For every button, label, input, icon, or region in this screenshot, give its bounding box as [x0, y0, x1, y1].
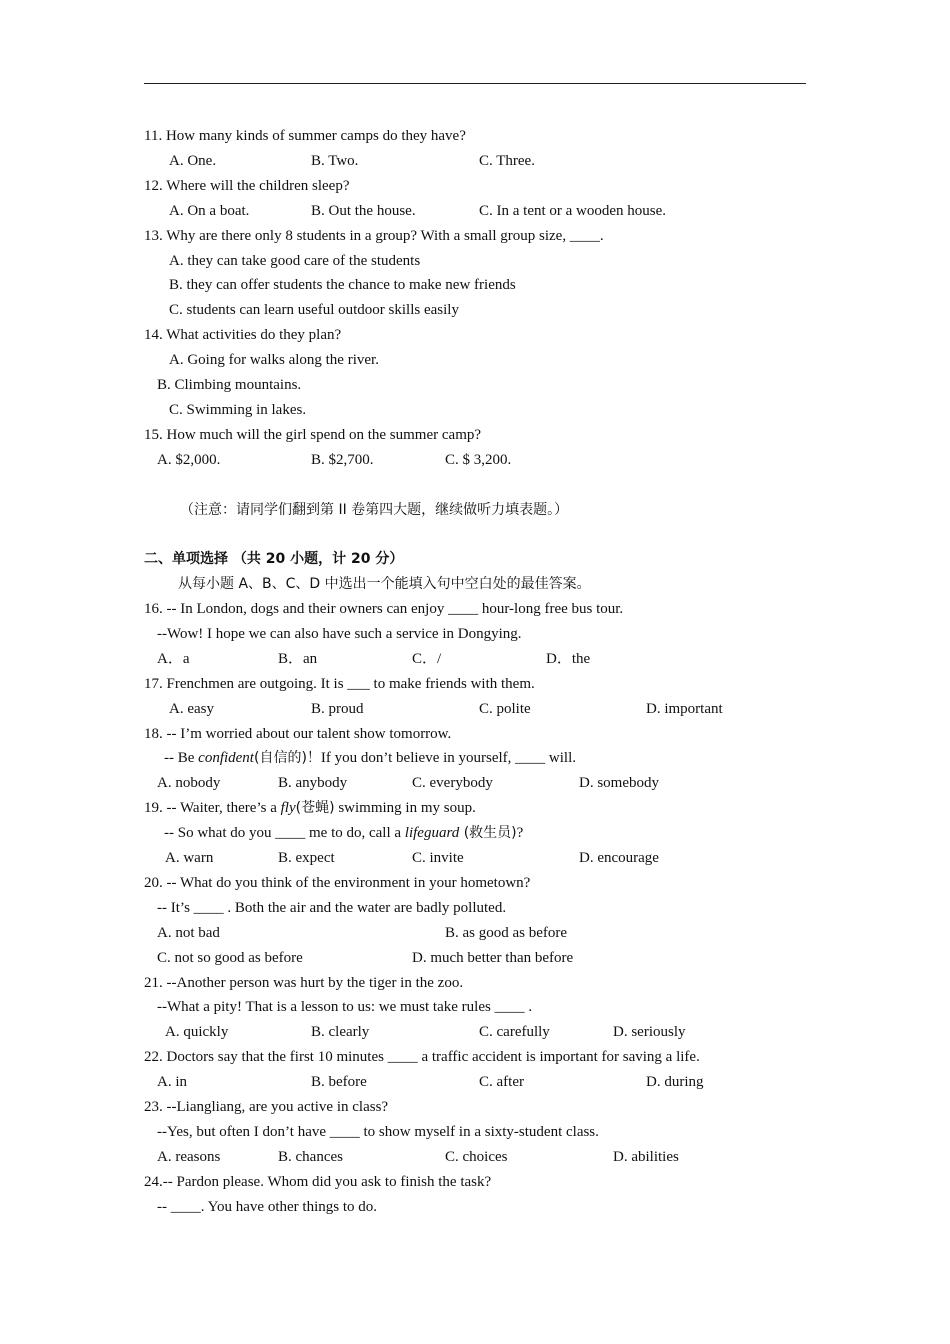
option-b: B. before — [311, 1074, 367, 1090]
option-d: D. during — [646, 1074, 704, 1090]
option-c: C. students can learn useful outdoor skills easily — [169, 302, 459, 318]
instruction-text: 从每小题 A、B、C、D 中选出一个能填入句中空白处的最佳答案。 — [178, 576, 591, 592]
option-a: A. nobody — [157, 775, 221, 791]
option-c: C. Three. — [479, 153, 535, 169]
keyword-italic: lifeguard — [404, 825, 460, 841]
option-d: D. seriously — [613, 1024, 686, 1040]
option-a: A. On a boat. — [169, 203, 250, 219]
option-d: D. important — [646, 701, 723, 717]
option-b: B. they can offer students the chance to make new friends — [169, 277, 516, 293]
option-b: B. $2,700. — [311, 452, 374, 468]
option-c: C. invite — [412, 850, 464, 866]
option-c: C. In a tent or a wooden house. — [479, 203, 667, 219]
option-a: A. $2,000. — [157, 452, 221, 468]
keyword-italic: confident — [198, 750, 254, 766]
dialogue-suffix: If you don’t believe in yourself, ____ will. — [320, 750, 577, 766]
option-c: C. choices — [445, 1149, 508, 1165]
option-c: C. carefully — [479, 1024, 550, 1040]
option-d: D. encourage — [579, 850, 659, 866]
question-stem: 22. Doctors say that the first 10 minutes ____ a traffic accident is important for saving a life. — [144, 1049, 700, 1065]
header-rule — [144, 83, 806, 84]
option-b: B. clearly — [311, 1024, 370, 1040]
question-stem: 13. Why are there only 8 students in a group? With a small group size, ____. — [144, 228, 604, 244]
dialogue-prefix: -- Be — [164, 750, 199, 766]
chinese-gloss: (苍蝇) — [295, 800, 335, 816]
question-stem: 20. -- What do you think of the environment in your hometown? — [144, 875, 531, 891]
stem-suffix: swimming in my soup. — [334, 800, 476, 816]
option-a: A. warn — [165, 850, 214, 866]
question-dialogue — [164, 821, 523, 845]
chinese-gloss: (自信的)！ — [253, 750, 321, 766]
option-a: A．a — [157, 651, 190, 667]
option-b: B. as good as before — [445, 925, 568, 941]
question-stem — [144, 796, 476, 820]
option-b: B. anybody — [278, 775, 348, 791]
option-b: B. Two. — [311, 153, 359, 169]
keyword-italic: fly — [280, 800, 296, 816]
option-a: A. easy — [169, 701, 214, 717]
option-d: D. abilities — [613, 1149, 679, 1165]
question-dialogue: --Wow! I hope we can also have such a service in Dongying. — [157, 626, 522, 642]
question-stem: 21. --Another person was hurt by the tiger in the zoo. — [144, 975, 464, 991]
question-stem: 15. How much will the girl spend on the summer camp? — [144, 427, 482, 443]
question-dialogue — [164, 746, 576, 770]
option-c: C. everybody — [412, 775, 493, 791]
option-c: C. not so good as before — [157, 950, 303, 966]
option-d: D. much better than before — [412, 950, 574, 966]
question-stem: 23. --Liangliang, are you active in class? — [144, 1099, 389, 1115]
question-dialogue: -- It’s ____ . Both the air and the water are badly polluted. — [157, 900, 507, 916]
stem-prefix: 19. -- Waiter, there’s a — [144, 800, 281, 816]
question-stem: 16. -- In London, dogs and their owners can enjoy ____ hour-long free bus tour. — [144, 601, 624, 617]
option-b: B. Climbing mountains. — [157, 377, 302, 393]
option-a: A. reasons — [157, 1149, 221, 1165]
chinese-gloss: (救生员) — [459, 825, 517, 841]
option-b: B．an — [278, 651, 318, 667]
option-b: B. chances — [278, 1149, 343, 1165]
option-c: C. $ 3,200. — [445, 452, 512, 468]
option-a: A. Going for walks along the river. — [169, 352, 379, 368]
option-d: D．the — [546, 651, 591, 667]
option-b: B. expect — [278, 850, 335, 866]
option-a: A. One. — [169, 153, 217, 169]
note-text: （注意：请同学们翻到第 II 卷第四大题，继续做听力填表题。） — [180, 502, 569, 518]
question-stem: 12. Where will the children sleep? — [144, 178, 350, 194]
option-a: A. in — [157, 1074, 187, 1090]
option-a: A. they can take good care of the students — [169, 253, 421, 269]
question-stem: 17. Frenchmen are outgoing. It is ___ to make friends with them. — [144, 676, 535, 692]
question-stem: 24.-- Pardon please. Whom did you ask to finish the task? — [144, 1174, 492, 1190]
option-a: A. not bad — [157, 925, 220, 941]
question-stem: 14. What activities do they plan? — [144, 327, 342, 343]
question-dialogue: -- ____. You have other things to do. — [157, 1199, 377, 1215]
option-c: C. after — [479, 1074, 524, 1090]
question-dialogue: --Yes, but often I don’t have ____ to show myself in a sixty-student class. — [157, 1124, 599, 1140]
question-stem: 11. How many kinds of summer camps do they have? — [144, 128, 466, 144]
option-b: B. Out the house. — [311, 203, 416, 219]
option-c: C．/ — [412, 651, 442, 667]
section-title: 二、单项选择 （共 20 小题，计 20 分） — [144, 551, 404, 567]
question-dialogue: --What a pity! That is a lesson to us: we must take rules ____ . — [157, 999, 533, 1015]
option-c: C. Swimming in lakes. — [169, 402, 307, 418]
option-c: C. polite — [479, 701, 531, 717]
option-a: A. quickly — [165, 1024, 229, 1040]
option-d: D. somebody — [579, 775, 659, 791]
option-b: B. proud — [311, 701, 364, 717]
dialogue-suffix: ? — [516, 825, 524, 841]
dialogue-prefix: -- So what do you ____ me to do, call a — [164, 825, 405, 841]
question-stem: 18. -- I’m worried about our talent show tomorrow. — [144, 726, 452, 742]
